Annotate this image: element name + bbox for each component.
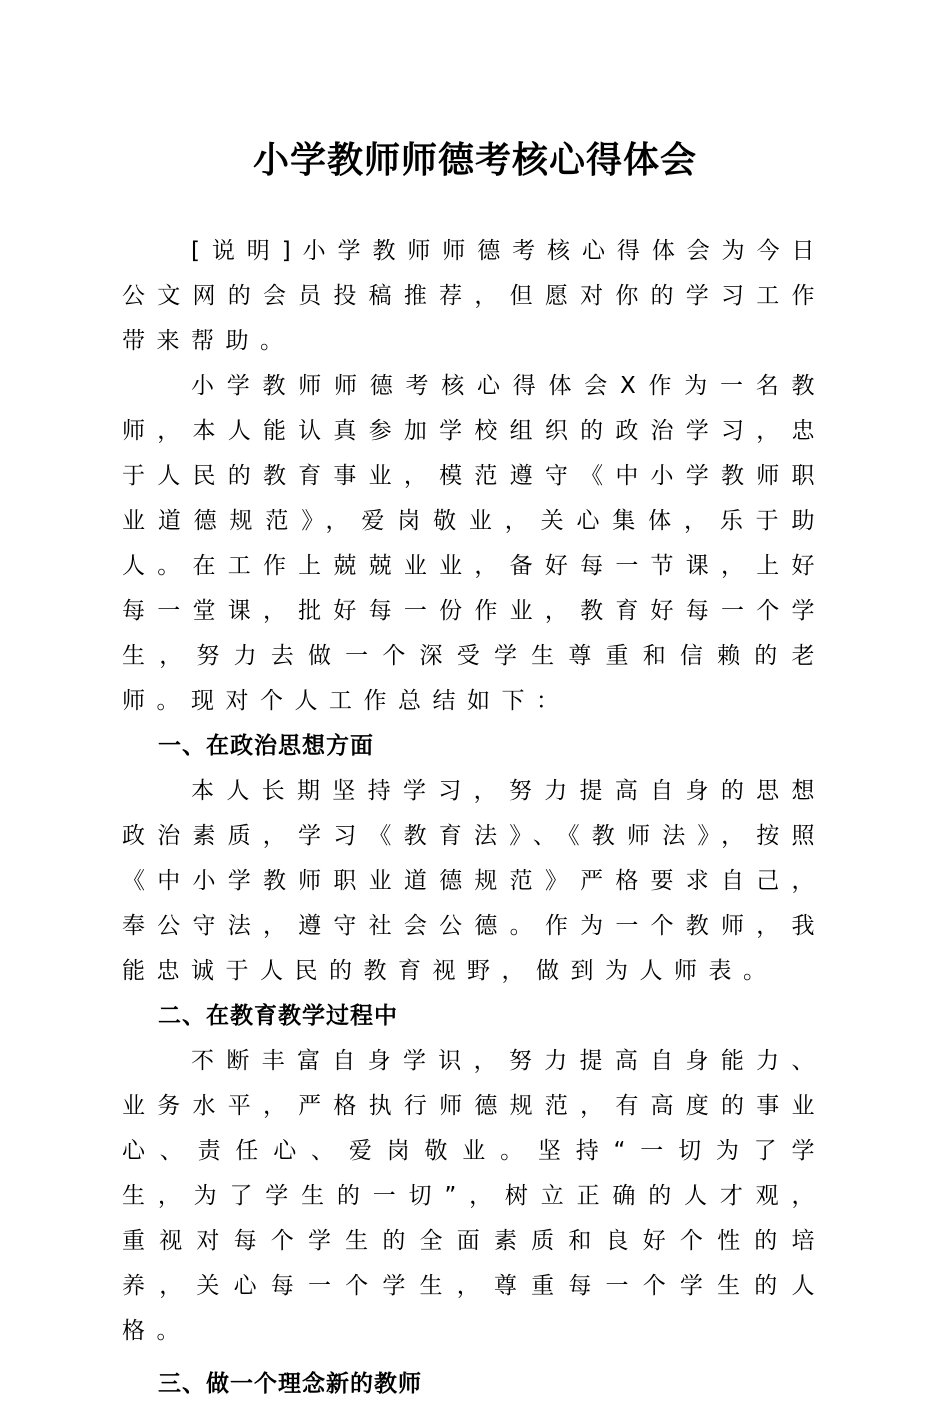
teaching-paragraph: 不断丰富自身学识，努力提高自身能力、业务水平，严格执行师德规范，有高度的事业心、责任心、爱岗敬业。坚持“一切为了学生，为了学生的一切”，树立正确的人才观，重视对每个学生的全面素质和良好个性的培养，关心每一个学生，尊重每一个学生的人格。 [122, 1048, 826, 1344]
opening-paragraph: 小学教师师德考核心得体会X作为一名教师，本人能认真参加学校组织的政治学习，忠于人民的教育事业，模范遵守《中小学教师职业道德规范》，爱岗敬业，关心集体，乐于助人。在工作上兢兢业业，备好每一节课，上好每一堂课，批好每一份作业，教育好每一个学生，努力去做一个深受学生尊重和信赖的老师。现对个人工作总结如下： [122, 373, 826, 714]
document-body [122, 229, 826, 1407]
document-title: 小学教师师德考核心得体会 [252, 139, 697, 181]
section-heading-teaching: 二、在教育教学过程中 [158, 1003, 398, 1029]
section-heading-political: 一、在政治思想方面 [158, 733, 374, 759]
intro-note-paragraph: [说明]小学教师师德考核心得体会为今日公文网的会员投稿推荐，但愿对你的学习工作带来帮助。 [122, 238, 826, 354]
section-heading-new-ideas: 三、做一个理念新的教师 [158, 1371, 422, 1397]
political-paragraph: 本人长期坚持学习，努力提高自身的思想政治素质，学习《教育法》、《教师法》，按照《中小学教师职业道德规范》严格要求自己，奉公守法，遵守社会公德。作为一个教师，我能忠诚于人民的教育视野，做到为人师表。 [122, 778, 826, 984]
